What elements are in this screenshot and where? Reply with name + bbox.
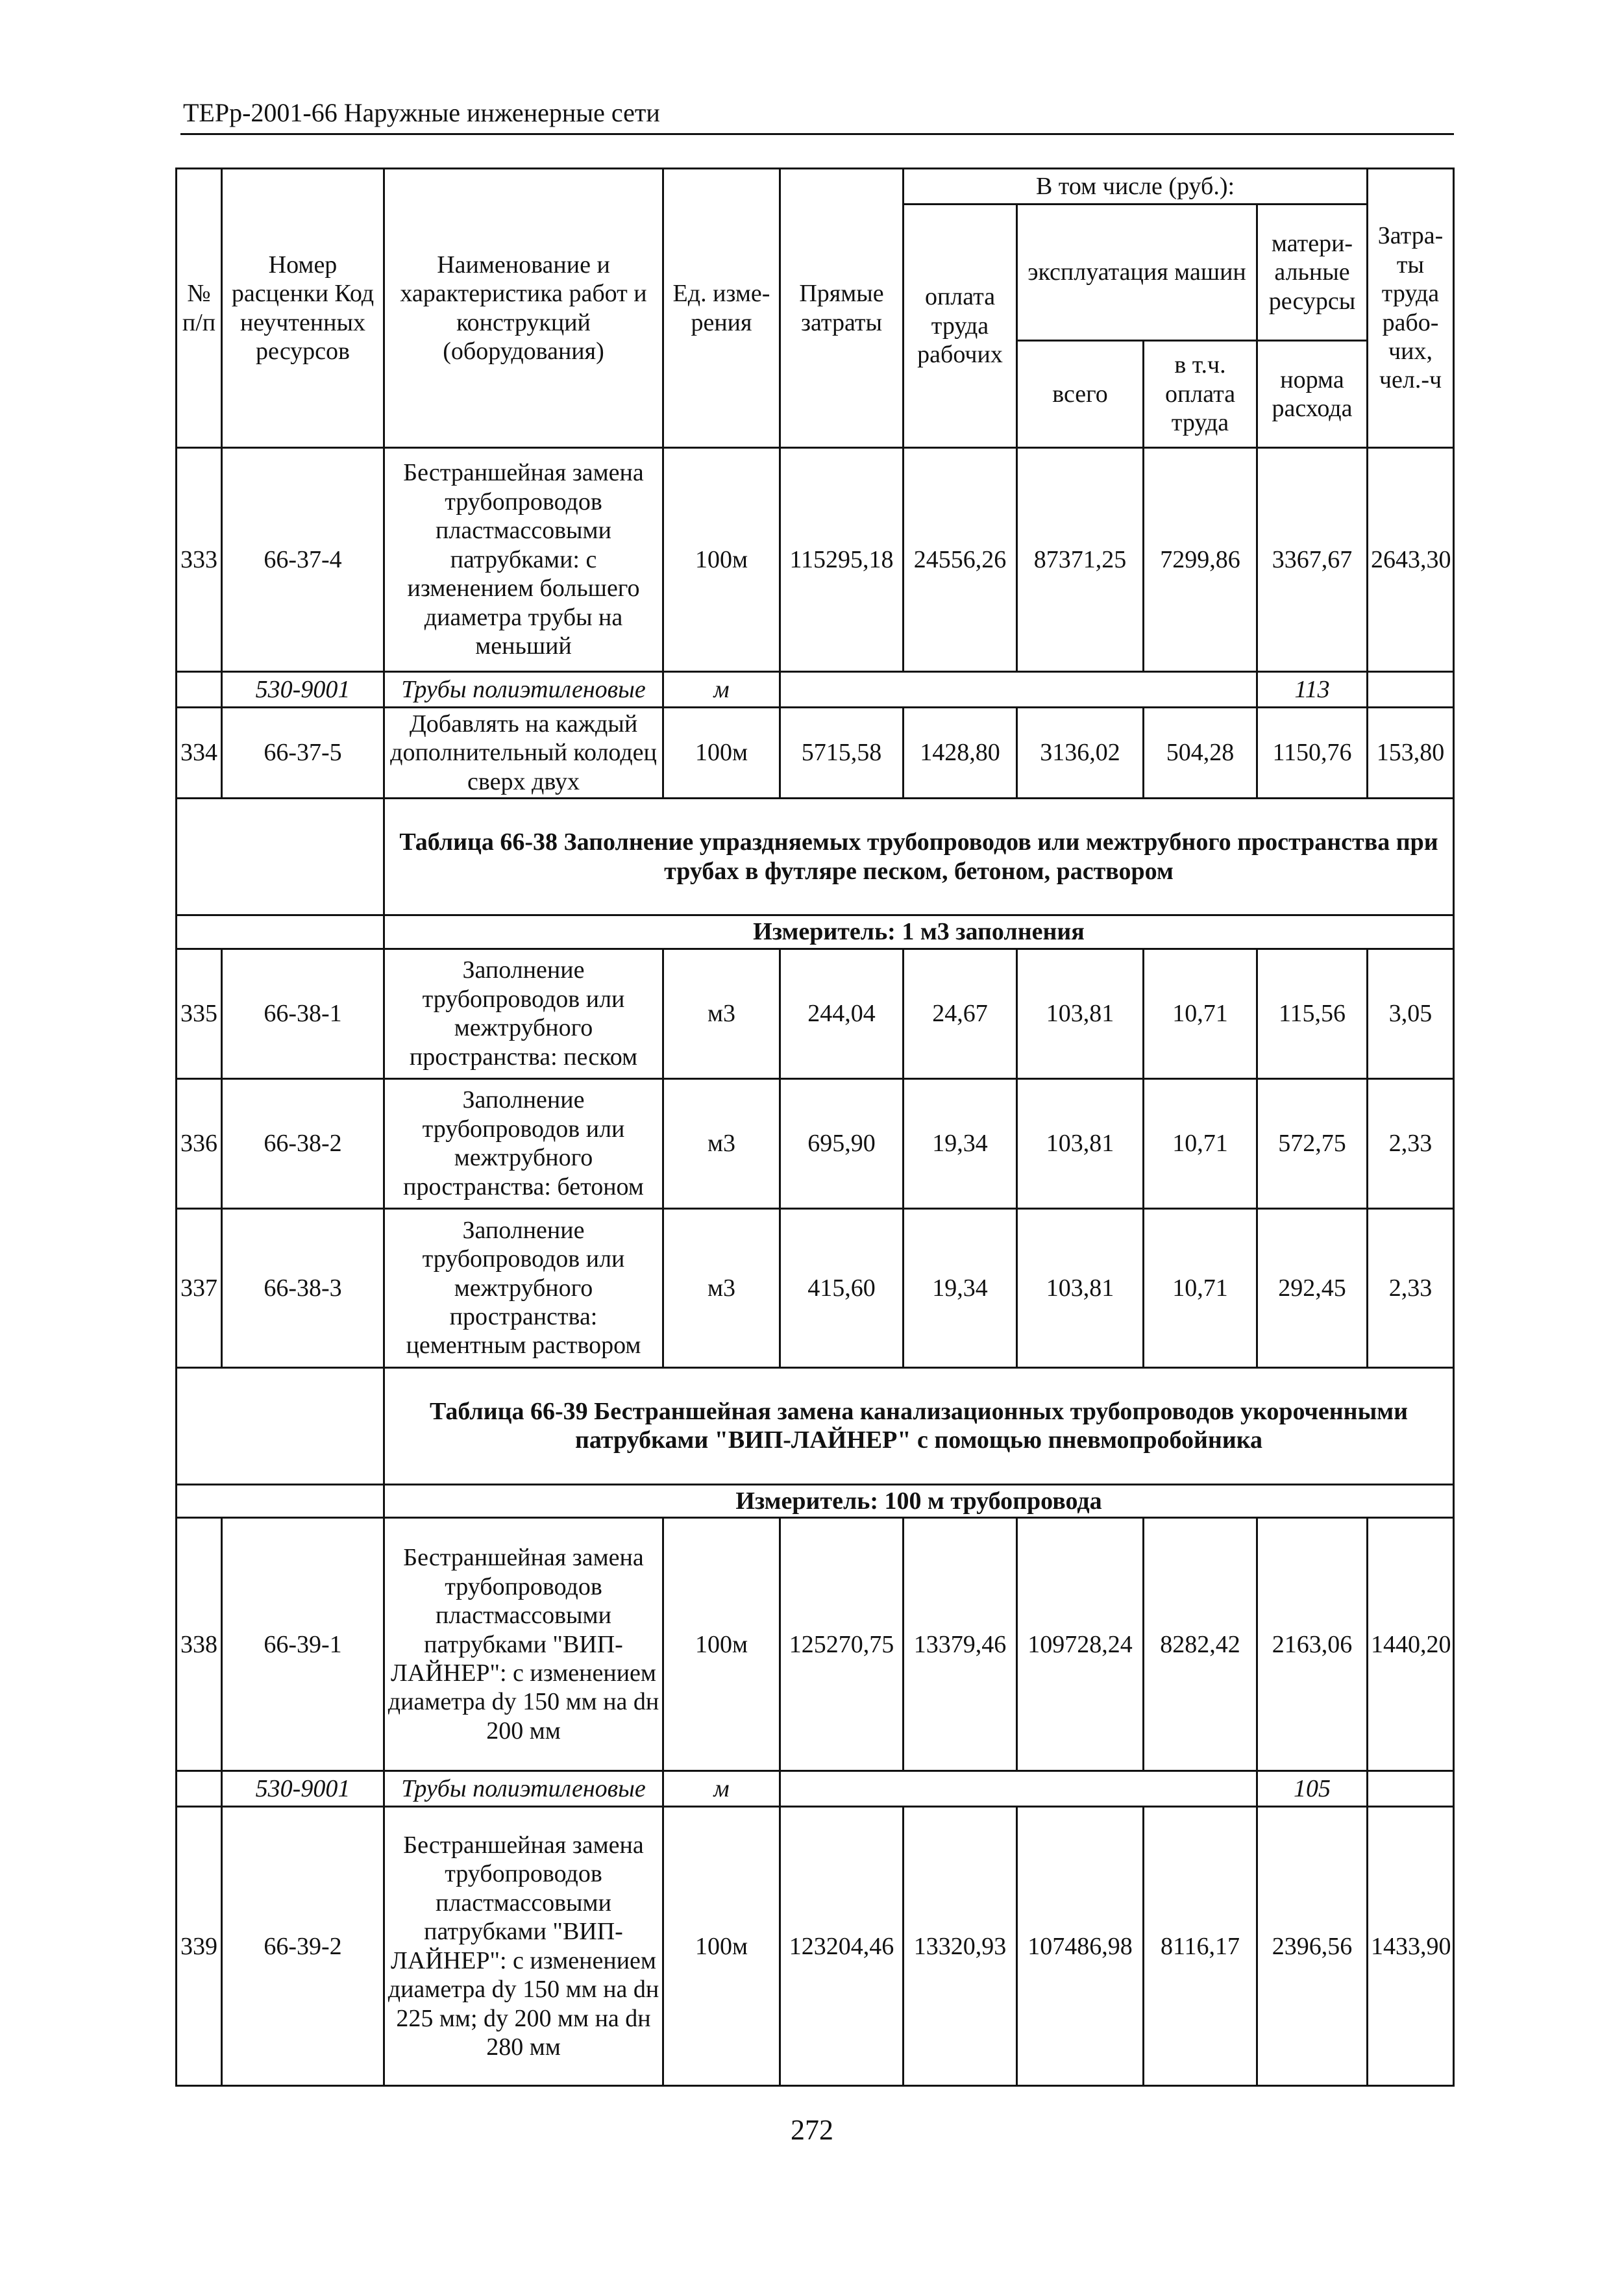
header-unit: Ед. изме-рения [663, 169, 780, 448]
header-machines-total: всего [1017, 341, 1144, 448]
header-machines: эксплуатация машин [1017, 205, 1257, 341]
row-mach-total: 103,81 [1017, 1078, 1144, 1208]
row-code: 66-38-1 [222, 949, 384, 1078]
row-mach-total: 103,81 [1017, 949, 1144, 1078]
row-num: 339 [177, 1807, 222, 2086]
row-materials: 2396,56 [1257, 1807, 1368, 2086]
row-wage: 24556,26 [904, 448, 1017, 672]
table-row [177, 1078, 1454, 1208]
row-wage: 24,67 [904, 949, 1017, 1078]
table-row [177, 708, 1454, 799]
row-name: Бестраншейная замена трубопроводов пластмассовыми патрубками "ВИП-ЛАЙНЕР": с изменением диаметра dy 150 мм на dн 200 мм [384, 1518, 663, 1771]
row-code: 66-38-2 [222, 1078, 384, 1208]
resource-code: 530-9001 [222, 1771, 384, 1807]
row-labor: 2643,30 [1368, 448, 1454, 672]
section-measure: Измеритель: 100 м трубопровода [384, 1484, 1454, 1517]
row-unit: 100м [663, 708, 780, 799]
resource-row [177, 1771, 1454, 1807]
row-unit: 100м [663, 1807, 780, 2086]
row-direct: 415,60 [780, 1208, 904, 1367]
row-unit: м3 [663, 1078, 780, 1208]
row-mach-total: 103,81 [1017, 1208, 1144, 1367]
row-wage: 13379,46 [904, 1518, 1017, 1771]
row-direct: 244,04 [780, 949, 904, 1078]
row-mach-wage: 504,28 [1144, 708, 1257, 799]
resource-unit: м [663, 1771, 780, 1807]
row-code: 66-37-5 [222, 708, 384, 799]
header-machines-wage: в т.ч. оплата труда [1144, 341, 1257, 448]
row-mach-total: 3136,02 [1017, 708, 1144, 799]
table-row [177, 949, 1454, 1078]
row-code: 66-39-1 [222, 1518, 384, 1771]
measure-row [177, 915, 1454, 949]
row-name: Заполнение трубопроводов или межтрубного пространства: бетоном [384, 1078, 663, 1208]
row-name: Заполнение трубопроводов или межтрубного пространства: цементным раствором [384, 1208, 663, 1367]
row-num: 337 [177, 1208, 222, 1367]
row-mach-wage: 10,71 [1144, 949, 1257, 1078]
table-row [177, 1807, 1454, 2086]
row-direct: 123204,46 [780, 1807, 904, 2086]
resource-name: Трубы полиэтиленовые [384, 672, 663, 708]
row-materials: 1150,76 [1257, 708, 1368, 799]
table-row [177, 448, 1454, 672]
header-code: Номер расценки Код неучтенных ресурсов [222, 169, 384, 448]
row-direct: 695,90 [780, 1078, 904, 1208]
header-rule [180, 133, 1454, 135]
measure-row [177, 1484, 1454, 1517]
row-mach-wage: 8116,17 [1144, 1807, 1257, 2086]
section-title-row [177, 1367, 1454, 1484]
resource-norm: 105 [1257, 1771, 1368, 1807]
row-code: 66-37-4 [222, 448, 384, 672]
row-mach-wage: 8282,42 [1144, 1518, 1257, 1771]
header-name: Наименование и характеристика работ и конструкций (оборудования) [384, 169, 663, 448]
row-direct: 5715,58 [780, 708, 904, 799]
resource-row [177, 672, 1454, 708]
header-labor: Затра-ты труда рабо-чих, чел.-ч [1368, 169, 1454, 448]
resource-code: 530-9001 [222, 672, 384, 708]
row-unit: 100м [663, 448, 780, 672]
header-materials-norm: норма расхода [1257, 341, 1368, 448]
section-title: Таблица 66-39 Бестраншейная замена канализационных трубопроводов укороченными патрубками "ВИП-ЛАЙНЕР" с помощью пневмопробойника [384, 1367, 1454, 1484]
row-unit: м3 [663, 949, 780, 1078]
row-mach-total: 87371,25 [1017, 448, 1144, 672]
row-labor: 1440,20 [1368, 1518, 1454, 1771]
row-wage: 19,34 [904, 1078, 1017, 1208]
row-direct: 115295,18 [780, 448, 904, 672]
header-including: В том числе (руб.): [904, 169, 1368, 205]
resource-name: Трубы полиэтиленовые [384, 1771, 663, 1807]
section-title-row [177, 799, 1454, 915]
row-labor: 153,80 [1368, 708, 1454, 799]
rates-table [175, 168, 1455, 2087]
resource-norm: 113 [1257, 672, 1368, 708]
row-materials: 572,75 [1257, 1078, 1368, 1208]
row-labor: 2,33 [1368, 1208, 1454, 1367]
row-labor: 1433,90 [1368, 1807, 1454, 2086]
row-materials: 2163,06 [1257, 1518, 1368, 1771]
row-materials: 292,45 [1257, 1208, 1368, 1367]
row-labor: 2,33 [1368, 1078, 1454, 1208]
page-number: 272 [791, 2114, 833, 2146]
row-num: 333 [177, 448, 222, 672]
header-materials: матери-альные ресурсы [1257, 205, 1368, 341]
row-mach-wage: 10,71 [1144, 1208, 1257, 1367]
section-title: Таблица 66-38 Заполнение упраздняемых трубопроводов или межтрубного пространства при трубах в футляре песком, бетоном, раствором [384, 799, 1454, 915]
row-mach-wage: 7299,86 [1144, 448, 1257, 672]
row-name: Бестраншейная замена трубопроводов пластмассовыми патрубками "ВИП-ЛАЙНЕР": с изменением диаметра dy 150 мм на dн 225 мм; dy 200 мм на dн 280 мм [384, 1807, 663, 2086]
row-mach-total: 107486,98 [1017, 1807, 1144, 2086]
row-name: Добавлять на каждый дополнительный колодец сверх двух [384, 708, 663, 799]
row-num: 336 [177, 1078, 222, 1208]
row-wage: 13320,93 [904, 1807, 1017, 2086]
header-wage: оплата труда рабочих [904, 205, 1017, 448]
row-materials: 115,56 [1257, 949, 1368, 1078]
row-mach-total: 109728,24 [1017, 1518, 1144, 1771]
header-num: № п/п [177, 169, 222, 448]
row-code: 66-38-3 [222, 1208, 384, 1367]
table-row [177, 1518, 1454, 1771]
running-header: ТЕРр-2001-66 Наружные инженерные сети [183, 98, 660, 127]
row-num: 334 [177, 708, 222, 799]
row-name: Заполнение трубопроводов или межтрубного пространства: песком [384, 949, 663, 1078]
row-mach-wage: 10,71 [1144, 1078, 1257, 1208]
row-direct: 125270,75 [780, 1518, 904, 1771]
row-num: 335 [177, 949, 222, 1078]
resource-unit: м [663, 672, 780, 708]
row-wage: 1428,80 [904, 708, 1017, 799]
row-code: 66-39-2 [222, 1807, 384, 2086]
section-measure: Измеритель: 1 м3 заполнения [384, 915, 1454, 949]
row-labor: 3,05 [1368, 949, 1454, 1078]
row-num: 338 [177, 1518, 222, 1771]
row-unit: 100м [663, 1518, 780, 1771]
row-name: Бестраншейная замена трубопроводов пластмассовыми патрубками: с изменением большего диаметра трубы на меньший [384, 448, 663, 672]
table-row [177, 1208, 1454, 1367]
row-materials: 3367,67 [1257, 448, 1368, 672]
row-wage: 19,34 [904, 1208, 1017, 1367]
row-unit: м3 [663, 1208, 780, 1367]
header-direct: Прямые затраты [780, 169, 904, 448]
